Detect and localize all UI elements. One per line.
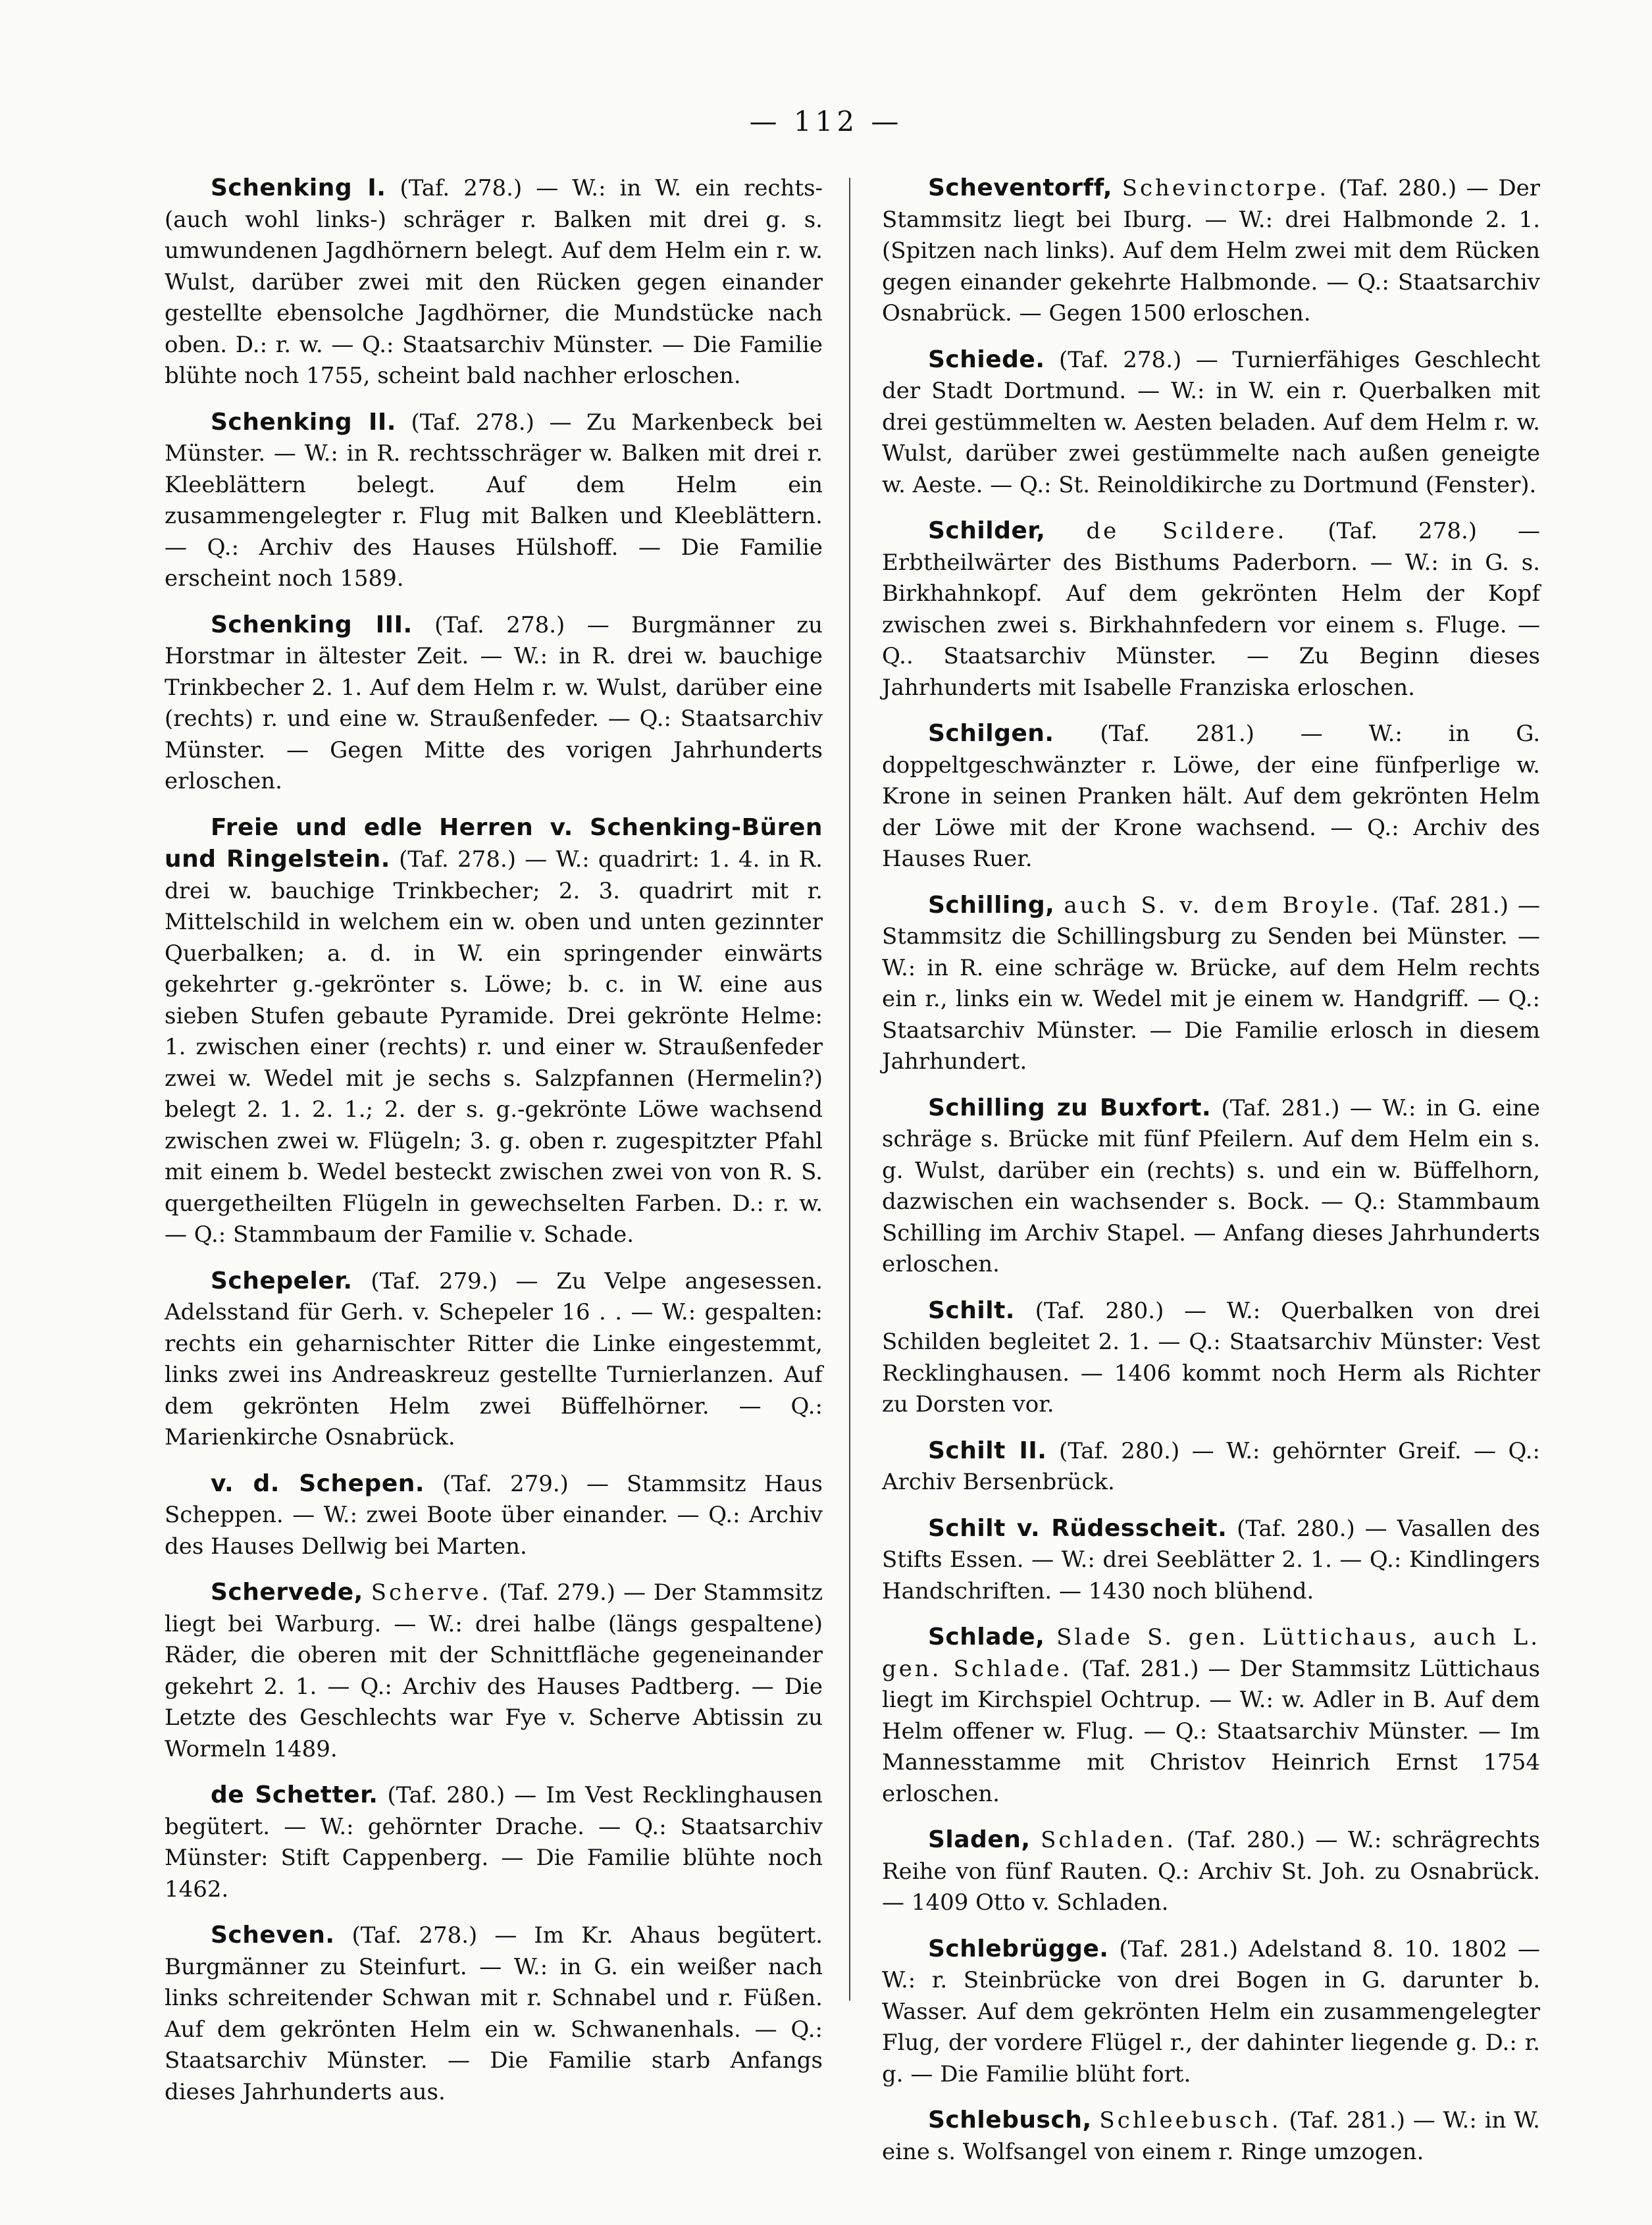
- entry-text: (Taf. 278.) — Zu Markenbeck bei Münster. — W.: in R. rechtsschräger w. Balken mit drei r. Kleeblättern belegt. Auf dem Helm ein zusammengelegter r. Flug mit Balken und Kleeblättern. — Q.: Archiv des Hauses Hülshoff. — Die Familie erscheint noch 1589.: [165, 409, 823, 592]
- entry-variant-name: Schleebusch.: [1099, 2107, 1281, 2134]
- entry-heading: Schenking I.: [211, 174, 386, 201]
- entry-variant-name: Scherve.: [371, 1579, 492, 1606]
- armorial-entry: [882, 1295, 1540, 1421]
- armorial-entry: [882, 1435, 1540, 1498]
- entry-heading: v. d. Schepen.: [211, 1470, 425, 1497]
- entry-heading: Schilt v. Rüdesscheit.: [928, 1514, 1227, 1542]
- entry-heading: Scheventorff,: [928, 174, 1113, 201]
- entry-heading: Schiede.: [928, 345, 1045, 373]
- armorial-entry: [165, 172, 823, 392]
- entry-heading: Schilling,: [928, 891, 1055, 919]
- entry-text: (Taf. 280.) — W.: schrägrechts Reihe von fünf Rauten. Q.: Archiv St. Joh. zu Osnabrück. — 1409 Otto v. Schladen.: [882, 1827, 1540, 1916]
- armorial-entry: [882, 890, 1540, 1078]
- entry-heading: Schepeler.: [211, 1267, 353, 1294]
- right-column: [882, 172, 1540, 2182]
- entry-heading: Schilder,: [928, 517, 1046, 544]
- armorial-entry: [882, 1622, 1540, 1810]
- entry-variant-name: Schladen.: [1041, 1827, 1177, 1853]
- armorial-entry: [165, 1577, 823, 1765]
- entry-heading: Schenking III.: [211, 611, 413, 638]
- armorial-entry: [882, 1933, 1540, 2091]
- entry-text: (Taf. 281.) — Stammsitz die Schillingsburg zu Senden bei Münster. — W.: in R. eine schräge w. Brücke, auf dem Helm rechts ein r., links ein w. Wedel mit je einem w. Handgriff. — Q.: Staatsarchiv Münster. — Die Familie erlosch in diesem Jahrhundert.: [882, 892, 1540, 1075]
- entry-variant-name: Schevinctorpe.: [1122, 175, 1329, 201]
- entry-heading: Schilgen.: [928, 720, 1054, 747]
- armorial-entry: [882, 1513, 1540, 1608]
- entry-text: (Taf. 281.) Adelstand 8. 10. 1802 — W.: r. Steinbrücke von drei Bogen in G. darunter b. Wasser. Auf dem gekrönten Helm ein zusammengelegter Flug, der vordere Flügel r., der dahinter liegende g. D.: r. g. — Die Familie blüht fort.: [882, 1935, 1540, 2087]
- armorial-entry: [882, 1092, 1540, 1281]
- entry-heading: Freie und edle Herren v. Schenking-Büren und Ringelstein.: [165, 813, 823, 873]
- entry-heading: Schlebrügge.: [928, 1935, 1109, 1962]
- entry-variant-name: auch S. v. dem Broyle.: [1064, 892, 1382, 919]
- entry-heading: Schenking II.: [211, 408, 396, 436]
- armorial-entry: [165, 609, 823, 798]
- entry-variant-name: de Scildere.: [1086, 518, 1287, 544]
- armorial-entry: [165, 812, 823, 1251]
- armorial-entry: [882, 172, 1540, 330]
- entry-text: (Taf. 281.) — Der Stammsitz Lüttichaus liegt im Kirchspiel Ochtrup. — W.: w. Adler in B. Auf dem Helm offener w. Flug. — Q.: Staatsarchiv Münster. — Im Mannesstamme mit Christov Heinrich Ernst 1754 erloschen.: [882, 1655, 1541, 1807]
- entry-text: (Taf. 281.) — W.: in W. eine s. Wolfsangel von einem r. Ringe umzogen.: [882, 2107, 1540, 2165]
- entry-text: (Taf. 279.) — Zu Velpe angesessen. Adelsstand für Gerh. v. Schepeler 16 . . — W.: gespalten: rechts ein geharnischter Ritter die Linke eingestemmt, links zwei ins Andreaskreuz gestellte Turnierlanzen. Auf dem gekrönten Helm zwei Büffelhörner. — Q.: Marienkirche Osnabrück.: [165, 1267, 823, 1450]
- entry-text: (Taf. 279.) — Stammsitz Haus Scheppen. — W.: zwei Boote über einander. — Q.: Archiv des Hauses Dellwig bei Marten.: [165, 1470, 823, 1560]
- left-column: [165, 172, 823, 2122]
- entry-heading: Schilt.: [928, 1296, 1015, 1324]
- entry-heading: de Schetter.: [211, 1781, 378, 1808]
- entry-text: (Taf. 280.) — W.: Querbalken von drei Schilden begleitet 2. 1. — Q.: Staatsarchiv Münster: Vest Recklinghausen. — 1406 kommt noch Herm als Richter zu Dorsten vor.: [882, 1297, 1540, 1418]
- armorial-entry: [882, 515, 1540, 703]
- page-number: — 112 —: [749, 105, 903, 138]
- entry-variant-name: Slade S. gen. Lüttichaus, auch L. gen. Schlade.: [882, 1624, 1540, 1682]
- entry-text: (Taf. 279.) — Der Stammsitz liegt bei Warburg. — W.: drei halbe (längs gespaltene) Räder, die oberen mit der Schnittfläche gegeneinander gekehrt 2. 1. — Q.: Archiv des Hauses Padtberg. — Die Letzte des Geschlechts war Fye v. Scherve Abtissin zu Wormeln 1489.: [165, 1579, 823, 1762]
- entry-heading: Schlebusch,: [928, 2107, 1092, 2134]
- entry-text: (Taf. 278.) — Turnierfähiges Geschlecht der Stadt Dortmund. — W.: in W. ein r. Querbalken mit drei gestümmelten w. Aesten beladen. Auf dem Helm r. w. Wulst, darüber zwei gestümmelte nach außen geneigte w. Aeste. — Q.: St. Reinoldikirche zu Dortmund (Fenster).: [882, 346, 1540, 498]
- armorial-entry: [165, 1779, 823, 1905]
- entry-heading: Schlade,: [928, 1624, 1045, 1650]
- armorial-entry: [882, 1824, 1540, 1919]
- armorial-entry: [165, 407, 823, 595]
- armorial-entry: [882, 2105, 1540, 2168]
- armorial-entry: [165, 1468, 823, 1563]
- entry-heading: Schilling zu Buxfort.: [928, 1094, 1212, 1121]
- armorial-entry: [165, 1920, 823, 2108]
- entry-heading: Schilt II.: [928, 1437, 1047, 1464]
- entry-text: (Taf. 278.) — Im Kr. Ahaus begütert. Burgmänner zu Steinfurt. — W.: in G. ein weißer nach links schreitender Schwan mit r. Schnabel und r. Füßen. Auf dem gekrönten Helm ein w. Schwanenhals. — Q.: Staatsarchiv Münster. — Die Familie starb Anfangs dieses Jahrhunderts aus.: [165, 1922, 823, 2105]
- entry-text: (Taf. 278.) — W.: quadrirt: 1. 4. in R. drei w. bauchige Trinkbecher; 2. 3. quadrirt mit r. Mittelschild in welchem ein w. oben und unten gezinnter Querbalken; a. d. in W. ein springender einwärts gekehrter g.-gekrönter s. Löwe; b. c. in W. eine aus sieben Stufen gebaute Pyramide. Drei gekrönte Helme: 1. zwischen einer (rechts) r. und einer w. Straußenfeder zwei w. Wedel mit je sechs s. Salzpfannen (Hermelin?) belegt 2. 1. 2. 1.; 2. der s. g.-gekrönte Löwe wachsend zwischen zwei w. Flügeln; 3. g. oben r. zugespitzter Pfahl mit einem b. Wedel besteckt zwischen zwei von von R. S. quergetheilten Flügeln in gewechselten Farben. D.: r. w. — Q.: Stammbaum der Familie v. Schade.: [165, 846, 823, 1248]
- entry-text: (Taf. 280.) — Vasallen des Stifts Essen. — W.: drei Seeblätter 2. 1. — Q.: Kindlingers Handschriften. — 1430 noch blühend.: [882, 1515, 1540, 1604]
- entry-text: (Taf. 278.) — Erbtheilwärter des Bisthums Paderborn. — W.: in G. s. Birkhahnkopf. Auf dem gekrönten Helm der Kopf zwischen zwei s. Birkhahnfedern vor einem s. Fluge. — Q.. Staatsarchiv Münster. — Zu Beginn dieses Jahrhunderts mit Isabelle Franziska erloschen.: [882, 518, 1540, 701]
- entry-text: (Taf. 281.) — W.: in G. doppeltgeschwänzter r. Löwe, der eine fünfperlige w. Krone in seinen Pranken hält. Auf dem gekrönten Helm der Löwe mit der Krone wachsend. — Q.: Archiv des Hauses Ruer.: [882, 721, 1540, 872]
- armorial-entry: [165, 1266, 823, 1454]
- entry-heading: Schervede,: [211, 1579, 363, 1606]
- column-divider: [849, 178, 850, 2001]
- entry-text: (Taf. 278.) — W.: in W. ein rechts- (auch wohl links-) schräger r. Balken mit drei g. s. umwundenen Jagdhörnern belegt. Auf dem Helm ein r. w. Wulst, darüber zwei mit den Rücken gegen einander gestellte ebensolche Jagdhörner, die Mundstücke nach oben. D.: r. w. — Q.: Staatsarchiv Münster. — Die Familie blühte noch 1755, scheint bald nachher erloschen.: [165, 175, 823, 389]
- entry-text: (Taf. 280.) — W.: gehörnter Greif. — Q.: Archiv Bersenbrück.: [882, 1437, 1540, 1495]
- entry-text: (Taf. 278.) — Burgmänner zu Horstmar in ältester Zeit. — W.: in R. drei w. bauchige Trinkbecher 2. 1. Auf dem Helm r. w. Wulst, darüber eine (rechts) r. und eine w. Straußenfeder. — Q.: Staatsarchiv Münster. — Gegen Mitte des vorigen Jahrhunderts erloschen.: [165, 611, 823, 794]
- armorial-entry: [882, 344, 1540, 501]
- entry-text: (Taf. 281.) — W.: in G. eine schräge s. Brücke mit fünf Pfeilern. Auf dem Helm ein s. g. Wulst, darüber ein (rechts) s. und ein w. Büffelhorn, dazwischen ein wachsender s. Bock. — Q.: Stammbaum Schilling im Archiv Stapel. — Anfang dieses Jahrhunderts erloschen.: [882, 1094, 1541, 1277]
- entry-text: (Taf. 280.) — Der Stammsitz liegt bei Iburg. — W.: drei Halbmonde 2. 1. (Spitzen nach links). Auf dem Helm zwei mit dem Rücken gegen einander gekehrte Halbmonde. — Q.: Staatsarchiv Osnabrück. — Gegen 1500 erloschen.: [882, 175, 1540, 326]
- entry-heading: Sladen,: [928, 1826, 1031, 1853]
- entry-text: (Taf. 280.) — Im Vest Recklinghausen begütert. — W.: gehörnter Drache. — Q.: Staatsarchiv Münster: Stift Cappenberg. — Die Familie blühte noch 1462.: [165, 1782, 823, 1903]
- armorial-entry: [882, 718, 1540, 875]
- entry-heading: Scheven.: [211, 1922, 335, 1949]
